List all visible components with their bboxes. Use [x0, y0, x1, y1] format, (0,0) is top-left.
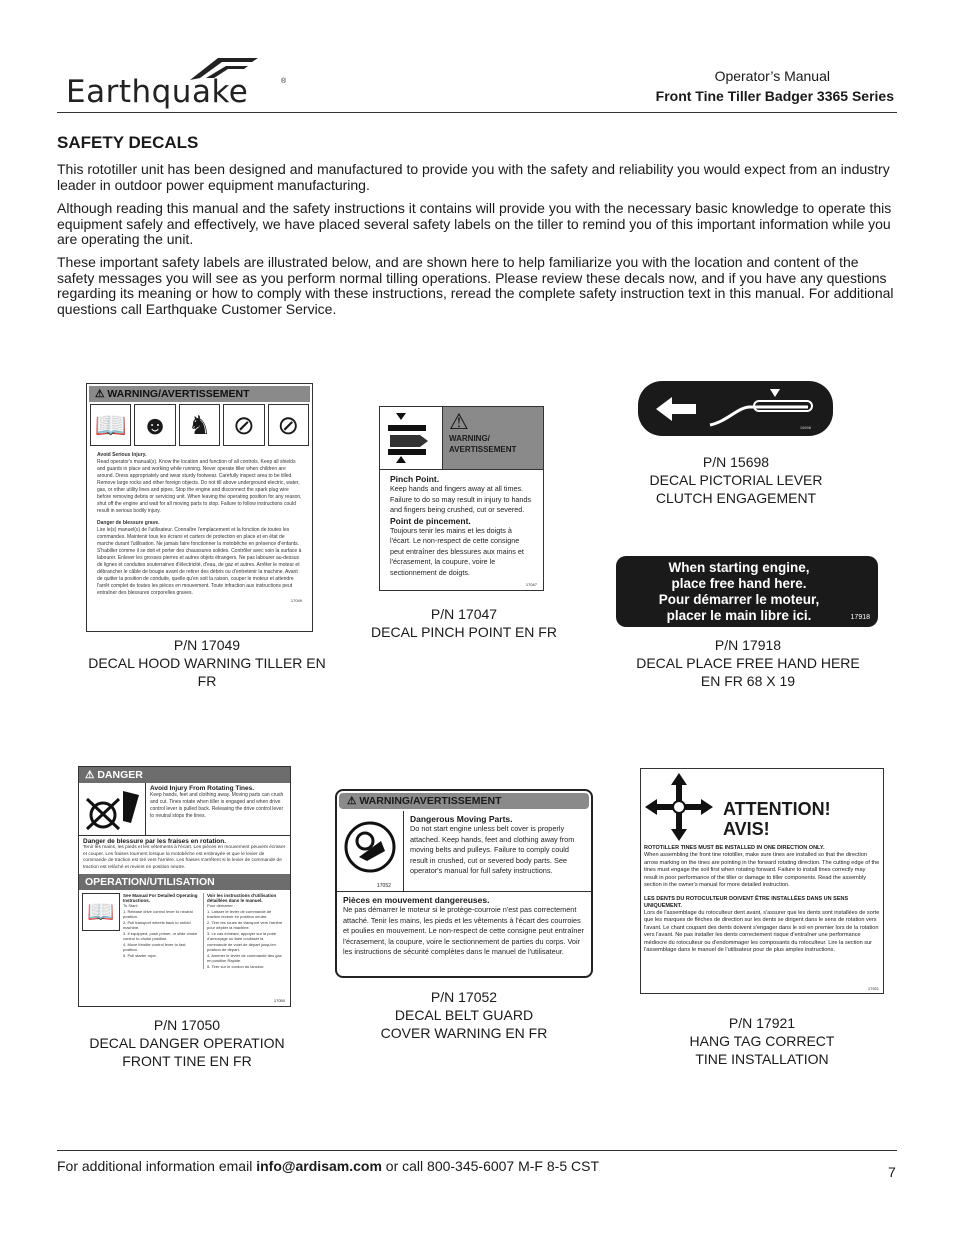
line-2: place free hand here.	[671, 576, 807, 591]
pinch-point-icon	[380, 407, 443, 469]
en-text: Keep hands, feet and clothing away. Moving parts can crush and cut. Tines rotate when tiller is engaged and when drive control lever is pulled back. Releasing the drive control lever to neutral stops the tines.	[150, 792, 284, 819]
belt-entanglement-icon	[337, 811, 404, 891]
avis-title: AVIS!	[723, 819, 770, 839]
caption-17047: P/N 17047 DECAL PINCH POINT EN FR	[371, 606, 557, 640]
caption-17050: P/N 17050 DECAL DANGER OPERATION FRONT TINE EN FR	[89, 1017, 285, 1069]
decal-code: 15698	[799, 425, 811, 430]
warning-triangle-icon: ⚠	[449, 409, 469, 434]
caption-17052: P/N 17052 DECAL BELT GUARD COVER WARNING EN FR	[380, 989, 548, 1041]
section-title: SAFETY DECALS	[57, 133, 199, 152]
registered-mark: ®	[281, 78, 287, 85]
operation-header: OPERATION/UTILISATION	[79, 874, 290, 890]
caption-17049: P/N 17049 DECAL HOOD WARNING TILLER EN FR	[88, 637, 326, 689]
fr-title: Point de pincement.	[390, 515, 471, 526]
footer-contact: For additional information email info@ardisam.com or call 800-345-6007 M-F 8-5 CST	[57, 1158, 599, 1174]
en-title: Avoid Injury From Rotating Tines.	[150, 785, 255, 792]
warning-triangle-icon: ⚠	[85, 769, 95, 781]
warning-triangle-icon: ⚠	[347, 795, 357, 807]
fr-title: Pièces en mouvement dangereuses.	[343, 895, 490, 905]
pictogram-row	[87, 404, 312, 446]
op-fr-title: Voir les instructions d'utilisation détaillées dans le manuel.	[207, 893, 277, 903]
header-rule	[57, 112, 897, 113]
caption-17918: P/N 17918 DECAL PLACE FREE HAND HERE EN FR 68 X 19	[636, 637, 860, 689]
decal-15698	[638, 381, 833, 436]
face-shield-icon: ☻	[134, 404, 175, 446]
decal-header: WARNING/ AVERTISSEMENT	[449, 434, 517, 454]
decal-code: 17049	[290, 598, 302, 603]
fr-title: LES DENTS DU ROTOCULTEUR DOIVENT ÊTRE INSTALLÉES DANS UN SENS UNIQUEMENT.	[644, 895, 849, 909]
intro-paragraph-2: Although reading this manual and the safety instructions it contains will provide you with the necessary basic knowledge to operate this equipment safely and effectively, we have placed several safety labels on the tiller to remind you of this important information while you are operating the unit.	[57, 200, 892, 247]
fr-text: Lire le(s) manuel(s) de l'utilisateur. Connaître l'emplacement et la fonction de toutes les commandes. Maintenir tous les écrans et carters de protection en place et en état de marche durant l'utilisation. Ne jamais faire fonctionner la motobêche en présence d'enfants. S'habiller comme il se doit et porter des chaussures solides. Contrôler avec soin la surface à labourer. Enlever les grosses pierres et autres objets étrangers. Ne pas labourer au-dessus de lignes et conduites souterraines d'électricité, d'eau, de gaz et autres. Arrêter le moteur et débrancher le câble de bougie avant de retirer des débris ou d'entretenir la machine. Avant de quitter la position de conduite, quelle qu'en soit la raison, couper le moteur et attendre l'arrêt complet de toutes les pièces en mouvement. Toute infraction aux instructions peut entraîner des blessures corporelles graves.	[97, 527, 302, 596]
decal-17052	[335, 789, 593, 978]
decal-code: 17921	[867, 986, 879, 991]
rotating-tines-icon	[79, 783, 146, 835]
decal-header: ⚠ WARNING/AVERTISSEMENT	[339, 793, 589, 809]
decal-17047	[379, 406, 544, 591]
email-link[interactable]: info@ardisam.com	[256, 1158, 382, 1174]
decal-17050: ⚠ DANGER Avoid Injury From Rotating Tines. Keep hands, feet and clothing away. Moving parts can crush and cut. Tines rotate when tiller is engaged and when drive control lever is pulled back. Releasing the drive control lever to neutral stops the tines. Danger de blessure par les fraises en rotation. Tenir les mains, les pieds et les vêtements à l'écart. Les pièces en mouvement peuvent écraser et couper. Les fraises tournent lorsque la motobêche est embrayée et que le levier de commande de traction est tiré vers l'arrière. Les fraises s'arrêtent si le levier de commande de traction est relâché et revient en position neutre. OPERATION/UTILISATION 📖 See Manual For Detailed Operating Instructions. To Start: 1. Release drive control lever to neutral position. 2. Pull transport wheels back to unfold machine. 3. If equipped, push primer, or slide choke control to choke position. 4. Move throttle control lever to fast position. 5. Pull starter rope. Voir les instructions d'utilisation détaillées dans le manuel. Pour démarrer : 1. Laisser le levier de commande de traction revenir en position neutre. 2. Tirer les roues de transport vers l'arrière pour déplier la machine. 3. Le cas échéant, appuyer sur la poire d'amorçage ou faire coulisser la commande de volet de départ jusqu'en position de départ. 4. Amener le levier de commande des gaz en position Rapide. 5. Tirer sur le cordon du lanceur. 17050	[78, 766, 291, 1007]
attention-title: ATTENTION!	[723, 799, 831, 819]
fr-title: Danger de blessure grave.	[97, 520, 160, 526]
decal-code: 17047	[525, 582, 537, 587]
brand-logo: Earthquake	[66, 74, 249, 110]
en-title: ROTOTILLER TINES MUST BE INSTALLED IN ONE DIRECTION ONLY.	[644, 845, 825, 851]
left-arrow-icon	[656, 397, 696, 421]
page-number: 7	[888, 1164, 896, 1180]
lever-icon	[710, 407, 808, 425]
fr-text: Tenir les mains, les pieds et les vêtements à l'écart. Les pièces en mouvement peuvent écraser et couper. Les fraises tournent lorsque la motobêche est embrayée et que le levier de commande de traction est tiré vers l'arrière. Les fraises s'arrêtent si le levier de commande de traction est relâché et revient en position neutre.	[83, 845, 286, 870]
en-title: Dangerous Moving Parts.	[410, 814, 513, 824]
en-text: Read operator's manual(s). Know the location and function of all controls. Keep all shields and guards in place and working while running. Never operate tiller when children are around. Dress appropriately and wear sturdy footwear. Carefully inspect area to be tilled. Remove large rocks and other foreign objects. Do not till above underground electric, water, gas, or other utility lines and pipes. Stop the engine and disconnect the spark plug wire before removing debris or servicing unit. When leaving the operating position for any reason, shut off the engine and wait for all moving parts to stop. Failure to follow instructions could result in serious bodily injury.	[97, 459, 302, 514]
intro-paragraph-3: These important safety labels are illustrated below, and are shown here to help familiarize you with the location and content of the safety messages you will see as you perform normal tilling operations. Please review these decals now, and if you have any questions regarding its meaning or how to comply with these instructions, reread the complete safety instruction text in this manual. For additional questions call Earthquake Customer Service.	[57, 254, 894, 317]
decal-header: ⚠ DANGER	[79, 767, 290, 783]
en-text: Do not start engine unless belt cover is properly attached. Keep hands, feet and clothing away from moving belts and pulleys. Failure to comply could result in crushed, cut or severed body parts. See operator's manual for full safety instructions.	[410, 824, 575, 875]
decal-code: 17050	[273, 998, 285, 1003]
fr-title: Danger de blessure par les fraises en rotation.	[83, 838, 227, 845]
series-label: Front Tine Tiller Badger 3365 Series	[655, 88, 894, 104]
boot-icon: ♞	[179, 404, 220, 446]
decal-17921	[640, 768, 884, 994]
en-text: When assembling the front tine rototiller, make sure tines are installed so that the direction arrow marking on the tines are pointing in the forward rotating direction. The cutting edge of the tines must engage the soil first when rotating forward. Failure to install tines correctly may result in poor performance of the tiller or damage to tiller components. Read the assembly section in the owner's manual for more detailed instruction.	[644, 852, 880, 888]
op-en-title: See Manual For Detailed Operating Instructions.	[123, 893, 198, 903]
en-title: Pinch Point.	[390, 474, 440, 484]
warning-triangle-icon: ⚠	[95, 388, 105, 400]
footer-rule	[57, 1150, 897, 1151]
decal-code: 17918	[850, 614, 870, 621]
no-hands-icon: ⊘	[223, 404, 264, 446]
line-3: Pour démarrer le moteur,	[658, 592, 820, 607]
tine-rotation-icon	[641, 769, 717, 845]
fr-text: Toujours tenir les mains et les doigts à l'écart. Le non-respect de cette consigne peut entraîner des blessures aux mains et l'écrasement, la coupure, voire le sectionnement de doigts.	[390, 525, 524, 577]
fr-text: Lors de l'assemblage du rotoculteur dent avant, s'assurer que les dents sont installées de sorte que les marques de flèches de direction sur les dents se dirigent dans le sens de rotation vers l'avant. Le chant coupant des dents doivent s'engager dans le sol en premier lors de la rotation vers l'avant. Ne pas installer les dents correctement risque d'entraîner une performance médiocre du rotoculteur ou d'endommager les composants du rotoculteur. Lire la section sur l'assemblage dans le manuel de l'utilisateur pour de plus amples instructions.	[644, 909, 880, 953]
no-children-icon: ⊘	[268, 404, 309, 446]
en-title: Avoid Serious Injury.	[97, 452, 147, 458]
intro-paragraph-1: This rototiller unit has been designed and manufactured to provide you with the safety and reliability you would expect from an industry leader in outdoor power equipment manufacturing.	[57, 161, 890, 193]
manual-icon: 📖	[90, 404, 131, 446]
fr-text: Ne pas démarrer le moteur si le protège-courroie n'est pas correctement attaché. Tenir les mains, les pieds et les vêtements à l'écart des courroies et poulies en mouvement. Le non-respect de cette consigne peut entraîner l'écrasement, la coupure, voire le sectionnement de parties du corps. Voir les instructions de sécurité complètes dans le manuel de l'utilisateur.	[343, 905, 584, 956]
en-text: Keep hands and fingers away at all times. Failure to do so may result in injury to hands and fingers being crushed, cut or severed.	[390, 484, 532, 514]
decal-header: ⚠ WARNING/AVERTISSEMENT	[89, 386, 310, 402]
caption-17921: P/N 17921 HANG TAG CORRECT TINE INSTALLATION	[689, 1015, 835, 1067]
decal-code: 17052	[377, 883, 391, 889]
line-4: placer le main libre ici.	[666, 608, 812, 623]
decal-17049	[86, 383, 313, 632]
decal-17918	[616, 556, 878, 627]
manual-label: Operator’s Manual	[714, 68, 830, 84]
manual-icon: 📖	[82, 893, 120, 931]
caption-15698: P/N 15698 DECAL PICTORIAL LEVER CLUTCH ENGAGEMENT	[649, 454, 823, 506]
line-1: When starting engine,	[668, 560, 810, 575]
